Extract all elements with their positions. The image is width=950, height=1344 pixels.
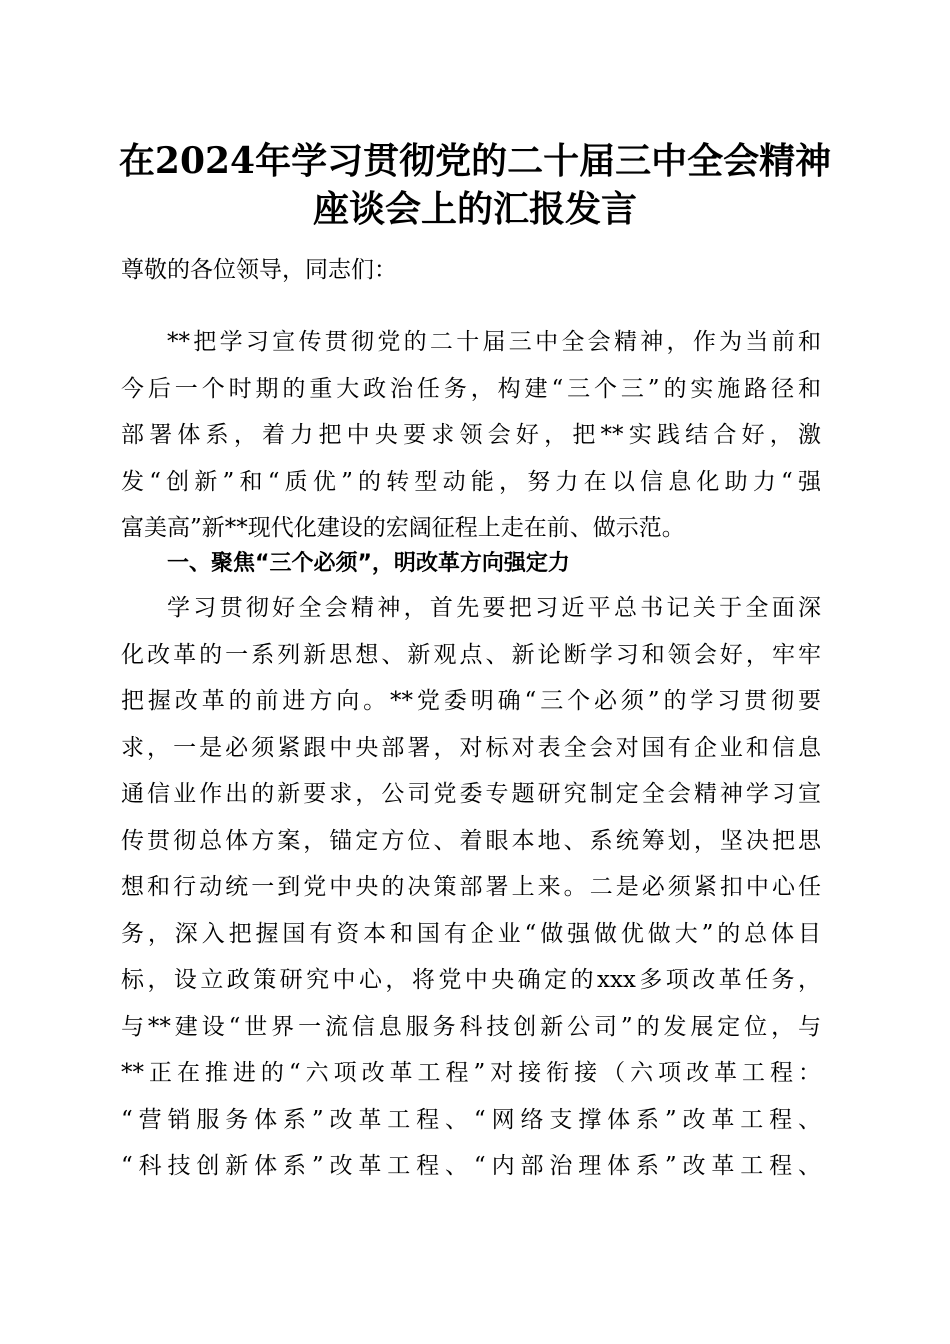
paragraph-2-line: 求，一是必须紧跟中央部署，对标对表全会对国有企业和信息 [121, 735, 821, 761]
paragraph-1-line: **把学习宣传贯彻党的二十届三中全会精神，作为当前和 [167, 329, 821, 355]
document-title-line-2: 座谈会上的汇报发言 [312, 188, 637, 230]
greeting: 尊敬的各位领导，同志们： [121, 257, 397, 283]
paragraph-2-line: **正在推进的“六项改革工程”对接衔接（六项改革工程： [121, 1060, 821, 1086]
paragraph-2-line: 通信业作出的新要求，公司党委专题研究制定全会精神学习宣 [121, 781, 821, 807]
paragraph-1-line: 发“创新”和“质优”的转型动能，努力在以信息化助力“强 [121, 469, 821, 495]
paragraph-2-line: 传贯彻总体方案，锚定方位、着眼本地、系统筹划，坚决把思 [121, 828, 821, 854]
paragraph-1-line: 富美高”新**现代化建设的宏阔征程上走在前、做示范。 [121, 515, 685, 541]
paragraph-1-line: 部署体系，着力把中央要求领会好，把**实践结合好，激 [121, 422, 821, 448]
paragraph-2-line: 标，设立政策研究中心，将党中央确定的xxx多项改革任务， [121, 967, 821, 993]
paragraph-2-line: 务，深入把握国有资本和国有企业“做强做优做大”的总体目 [121, 921, 821, 947]
paragraph-2-line: “科技创新体系”改革工程、“内部治理体系”改革工程、 [121, 1153, 821, 1179]
paragraph-2-line: “营销服务体系”改革工程、“网络支撑体系”改革工程、 [121, 1107, 821, 1133]
paragraph-2-line: 想和行动统一到党中央的决策部署上来。二是必须紧扣中心任 [121, 874, 821, 900]
paragraph-2-line: 化改革的一系列新思想、新观点、新论断学习和领会好，牢牢 [121, 642, 821, 668]
section-heading-1: 一、聚焦“三个必须”，明改革方向强定力 [167, 551, 570, 576]
paragraph-2-line: 学习贯彻好全会精神，首先要把习近平总书记关于全面深 [167, 595, 821, 621]
paragraph-1-line: 今后一个时期的重大政治任务，构建“三个三”的实施路径和 [121, 376, 821, 402]
paragraph-2-line: 把握改革的前进方向。**党委明确“三个必须”的学习贯彻要 [121, 688, 821, 714]
paragraph-2-line: 与**建设“世界一流信息服务科技创新公司”的发展定位，与 [121, 1014, 821, 1040]
document-title-line-1: 在2024年学习贯彻党的二十届三中全会精神 [118, 140, 832, 182]
